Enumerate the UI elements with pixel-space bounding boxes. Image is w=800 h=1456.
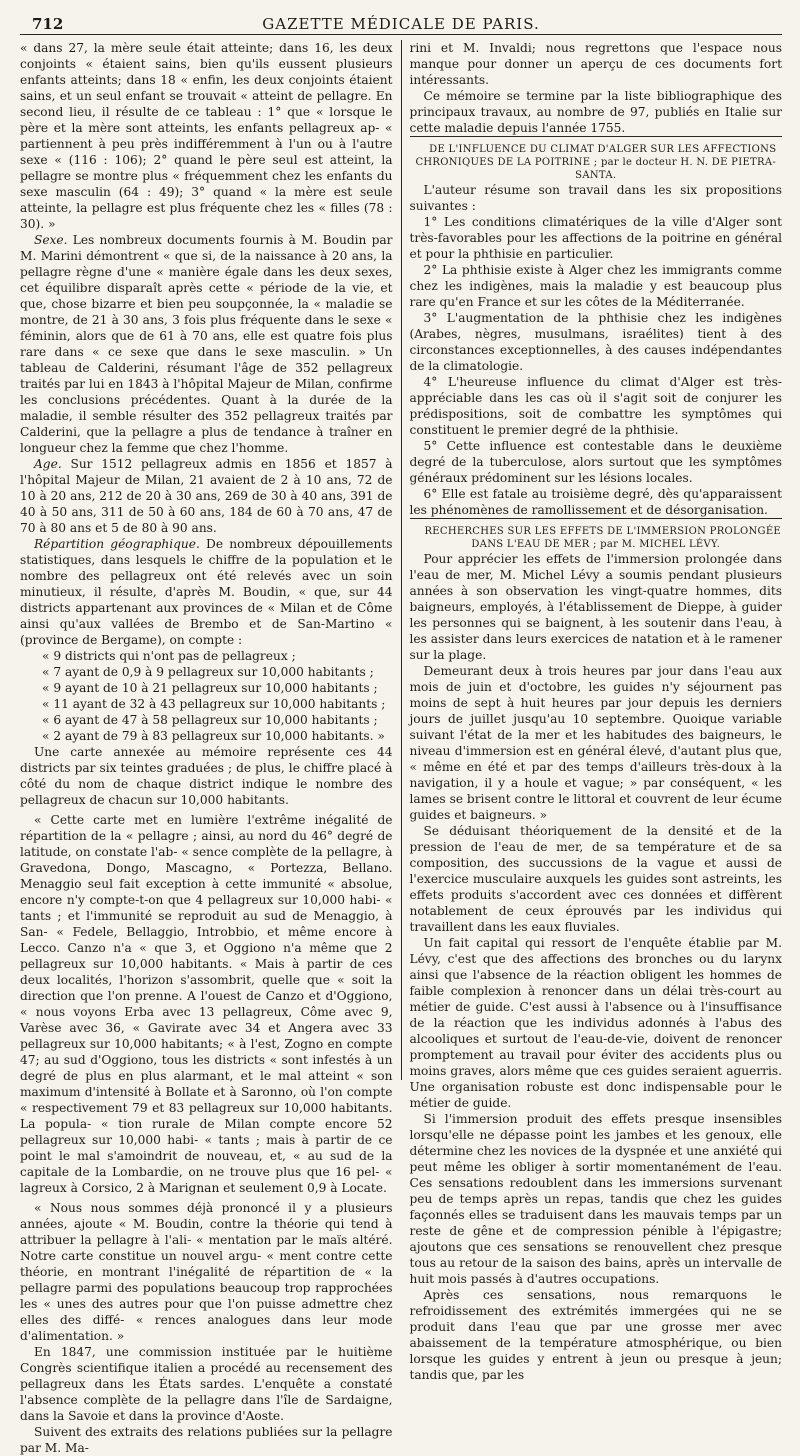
paragraph: Se déduisant théoriquement de la densité et de la pression de l'eau de mer, de sa température et de sa composition, des succussions de la vague et aussi de l'exercice musculaire auxquels les guides sont astreints, les effets produits s'accordent avec ces données et diffèrent notablement de ceux éprouvés par les individus qui travaillent dans les eaux fluviales. bbox=[409, 824, 782, 934]
section-label: Répartition géographique. bbox=[34, 537, 200, 551]
left-column bbox=[20, 40, 401, 1455]
two-column-body bbox=[20, 40, 782, 1455]
paragraph: Ce mémoire se termine par la liste bibliographique des principaux travaux, au nombre de 97, publiés en Italie sur cette maladie depuis l'année 1755. bbox=[409, 89, 782, 135]
paragraph: « Cette carte met en lumière l'extrême inégalité de répartition de la « pellagre ; ainsi, au nord du 46° degré de latitude, on constate l'ab- « sence complète de la pellagre, à Gravedona, Dongo, Mascagno, « Portezza, Bellano. Menaggio seul fait exception à cette immunité « absolue, encore n'y compte-t-on que 4 pellagreux sur 10,000 habi- « tants ; et l'immunité se reproduit au sud de Menaggio, à San- « Fedele, Bellaggio, Introbbio, et même encore à Lecco. Canzo n'a « que 3, et Oggiono n'a même que 2 pellagreux sur 10,000 habitants. « Mais à partir de ces deux localités, l'horizon s'assombrit, quelle que « soit la direction que l'on prenne. A l'ouest de Canzo et d'Oggiono, « nous voyons Erba avec 13 pellagreux, Côme avec 9, Varèse avec 36, « Gavirate avec 34 et Angera avec 33 pellagreux sur 10,000 habitants; « à l'est, Zogno en compte 47; au sud d'Oggiono, tous les districts « sont infestés à un degré de plus en plus alarmant, et le mal atteint « son maximum d'intensité à Bollate et à Saronno, où l'on compte « respectivement 79 et 83 pellagreux sur 10,000 habitants. La popula- « tion rurale de Milan compte encore 52 pellagreux sur 10,000 habi- « tants ; mais à partir de ce point le mal s'amoindrit de nouveau, et, « au sud de la capitale de la Lombardie, on ne trouve plus que 16 pel- « lagreux à Corsico, 2 à Marignan et seulement 0,9 à Locate. bbox=[20, 813, 393, 1195]
paragraph-text: Les nombreux documents fournis à M. Boudin par M. Marini démontrent « que si, de la naissance à 20 ans, la pellagre règne d'une « manière égale dans les deux sexes, cet équilibre disparaît après cette « période de la vie, et que, chose bizarre et bien peu soupçonnée, la « maladie se montre, de 21 à 30 ans, 3 fois plus fréquente dans le sexe « féminin, alors que de 61 à 70 ans, elle est quatre fois plus rare dans « ce sexe que dans le sexe masculin. » Un tableau de Calderini, résumant l'âge de 352 pellagreux traités par lui en 1843 à l'hôpital Majeur de Milan, confirme les conclusions précédentes. Quant à la durée de la maladie, il semble résulter des 352 pellagreux traités par Calderini, que la pellagre a plus de tendance à traîner en longueur chez la femme que chez l'homme. bbox=[20, 233, 393, 455]
list-item: « 2 ayant de 79 à 83 pellagreux sur 10,000 habitants. » bbox=[42, 729, 385, 743]
section-label: Sexe. bbox=[34, 233, 68, 247]
paragraph: Un fait capital qui ressort de l'enquête établie par M. Lévy, c'est que des affections des bronches ou du larynx ainsi que l'absence de la réaction obligent les hommes de faible complexion à renoncer dans un délai très-court au métier de guide. C'est aussi à l'absence ou à l'insuffisance de la réaction que les individus adonnés à l'abus des alcooliques et surtout de l'eau-de-vie, doivent de renoncer promptement au travail pour éviter des accidents plus ou moins graves, alors même que ces guides seraient aguerris. Une organisation robuste est donc indispensable pour le métier de guide. bbox=[409, 936, 782, 1110]
right-column bbox=[401, 40, 783, 1382]
proposition: 6° Elle est fatale au troisième degré, dès qu'apparaissent les phénomènes de ramollissement et de désorganisation. bbox=[409, 487, 782, 517]
proposition: 1° Les conditions climatériques de la ville d'Alger sont très-favorables pour les affections de la poitrine en général et pour la phthisie en particulier. bbox=[409, 215, 782, 261]
proposition: 4° L'heureuse influence du climat d'Alger est très-appréciable dans les cas où il s'agit soit de conjurer les prédispositions, soit de combattre les symptômes qui constituent le premier degré de la phthisie. bbox=[409, 375, 782, 437]
paragraph-text: Sur 1512 pellagreux admis en 1856 et 1857 à l'hôpital Majeur de Milan, 21 avaient de 2 à 10 ans, 72 de 10 à 20 ans, 212 de 20 à 30 ans, 269 de 30 à 40 ans, 391 de 40 à 50 ans, 311 de 50 à 60 ans, 184 de 60 à 70 ans, 47 de 70 à 80 ans et 5 de 80 à 90 ans. bbox=[20, 457, 393, 535]
journal-title: GAZETTE MÉDICALE DE PARIS. bbox=[262, 15, 540, 33]
paragraph: « dans 27, la mère seule était atteinte; dans 16, les deux conjoints « étaient sains, bien qu'ils eussent plusieurs enfants atteints; dans 18 « enfin, les deux conjoints étaient sains, et un seul enfant se trouvait « atteint de pellagre. En second lieu, il résulte de ce tableau : 1° que « lorsque le père et la mère sont atteints, les enfants pellagreux ap- « partiennent à peu près indifféremment à l'un ou à l'autre sexe « (116 : 106); 2° quand le père seul est atteint, la pellagre se montre plus « fréquemment chez les enfants du sexe masculin (64 : 49); 3° quand « la mère est seule atteinte, la pellagre est plus fréquente chez les « filles (78 : 30). » bbox=[20, 41, 393, 231]
proposition: 3° L'augmentation de la phthisie chez les indigènes (Arabes, nègres, musulmans, israélites) tient à des circonstances exceptionnelles, à des causes indépendantes de la climatologie. bbox=[409, 311, 782, 373]
paragraph: « Nous nous sommes déjà prononcé il y a plusieurs années, ajoute « M. Boudin, contre la théorie qui tend à attribuer la pellagre à l'ali- « mentation par le maïs altéré. Notre carte constitue un nouvel argu- « ment contre cette théorie, en montrant l'inégalité de répartition de « la pellagre parmi des populations beaucoup trop rapprochées les « unes des autres pour que l'on puisse admettre chez elles des diffé- « rences analogues dans leur mode d'alimentation. » bbox=[20, 1201, 393, 1343]
paragraph: L'auteur résume son travail dans les six propositions suivantes : bbox=[409, 183, 782, 213]
paragraph-age bbox=[20, 456, 393, 536]
list-item: « 7 ayant de 0,9 à 9 pellagreux sur 10,000 habitants ; bbox=[42, 665, 374, 679]
paragraph: Si l'immersion produit des effets presque insensibles lorsqu'elle ne dépasse point les jambes et les genoux, elle détermine chez les novices de la dyspnée et une anxiété qui peut même les obliger à sortir momentanément de l'eau. Ces sensations redoublent dans les immersions survenant peu de temps après un repas, tandis que chez les guides façonnés elles se traduisent dans les mauvais temps par un reste de gêne et de compression pénible à l'épigastre; ajoutons que ces sensations se renouvellent chez presque tous au retour de la saison des bains, après un intervalle de huit mois passés à d'autres occupations. bbox=[409, 1112, 782, 1286]
section-title: RECHERCHES SUR LES EFFETS DE L'IMMERSION PROLONGÉE DANS L'EAU DE MER ; par M. MICHEL LÉVY. bbox=[410, 518, 783, 551]
page-number: 712 bbox=[32, 15, 64, 33]
paragraph-geography bbox=[20, 536, 393, 648]
section-label: Age. bbox=[34, 457, 62, 471]
paragraph-text: De nombreux dépouillements statistiques, dans lesquels le chiffre de la population et le nombre des pellagreux ont été relevés avec un soin minutieux, il résulte, d'après M. Boudin, « que, sur 44 districts appartenant aux provinces de « Milan et de Côme ainsi qu'aux vallées de Brembo et de San-Martino « (province de Bergame), on compte : bbox=[20, 537, 393, 647]
proposition: 2° La phthisie existe à Alger chez les immigrants comme chez les indigènes, mais la maladie y est beaucoup plus rare qu'en France et sur les côtes de la Méditerranée. bbox=[409, 263, 782, 309]
paragraph: rini et M. Invaldi; nous regrettons que l'espace nous manque pour donner un aperçu de ces documents fort intéressants. bbox=[409, 41, 782, 87]
paragraph: En 1847, une commission instituée par le huitième Congrès scientifique italien a procédé au recensement des pellagreux dans les États sardes. L'enquête a constaté l'absence complète de la pellagre dans l'île de Sardaigne, dans la Savoie et dans la province d'Aoste. bbox=[20, 1345, 393, 1423]
section-title: DE L'INFLUENCE DU CLIMAT D'ALGER SUR LES AFFECTIONS CHRONIQUES DE LA POITRINE ; par le docteur H. N. DE PIETRA-SANTA. bbox=[410, 136, 783, 182]
list-item: « 9 ayant de 10 à 21 pellagreux sur 10,000 habitants ; bbox=[42, 681, 378, 695]
list-item: « 6 ayant de 47 à 58 pellagreux sur 10,000 habitants ; bbox=[42, 713, 378, 727]
paragraph: Pour apprécier les effets de l'immersion prolongée dans l'eau de mer, M. Michel Lévy a soumis pendant plusieurs années à son observation les vingt-quatre hommes, dits baigneurs, employés, à l'établissement de Dieppe, à guider les personnes qui se baignent, à les soutenir dans l'eau, à les assister dans leurs exercices de natation et à le ramener sur la plage. bbox=[409, 552, 782, 662]
page-header bbox=[20, 0, 782, 35]
proposition: 5° Cette influence est contestable dans le deuxième degré de la tuberculose, alors surtout que les symptômes généraux prédominent sur les lésions locales. bbox=[409, 439, 782, 485]
paragraph: Une carte annexée au mémoire représente ces 44 districts par six teintes graduées ; de plus, le chiffre placé à côté du nom de chaque district indique le nombre des pellagreux de chacun sur 10,000 habitants. bbox=[20, 745, 393, 807]
list-item: « 9 districts qui n'ont pas de pellagreux ; bbox=[42, 649, 296, 663]
paragraph: Demeurant deux à trois heures par jour dans l'eau aux mois de juin et d'octobre, les guides n'y séjournent pas moins de sept à huit heures par jour depuis les derniers jours de juillet jusqu'au 10 septembre. Quoique variable suivant l'état de la mer et les habitudes des baigneurs, le niveau d'immersion est en général élevé, d'autant plus que, « même en été et par des temps d'ailleurs très-doux à la navigation, il y a houle et vague; » par conséquent, « les lames se brisent contre le littoral et couvrent de leur écume guides et baigneurs. » bbox=[409, 664, 782, 822]
paragraph: Après ces sensations, nous remarquons le refroidissement des extrémités immergées qui ne se produit dans l'eau que par une grosse mer avec abaissement de la température atmosphérique, ou bien lorsque les guides y entrent à jeun ou presque à jeun; tandis que, par les bbox=[409, 1288, 782, 1382]
list-item: « 11 ayant de 32 à 43 pellagreux sur 10,000 habitants ; bbox=[42, 697, 386, 711]
paragraph: Suivent des extraits des relations publiées sur la pellagre par M. Ma- bbox=[20, 1425, 393, 1455]
paragraph-sexe bbox=[20, 232, 393, 456]
